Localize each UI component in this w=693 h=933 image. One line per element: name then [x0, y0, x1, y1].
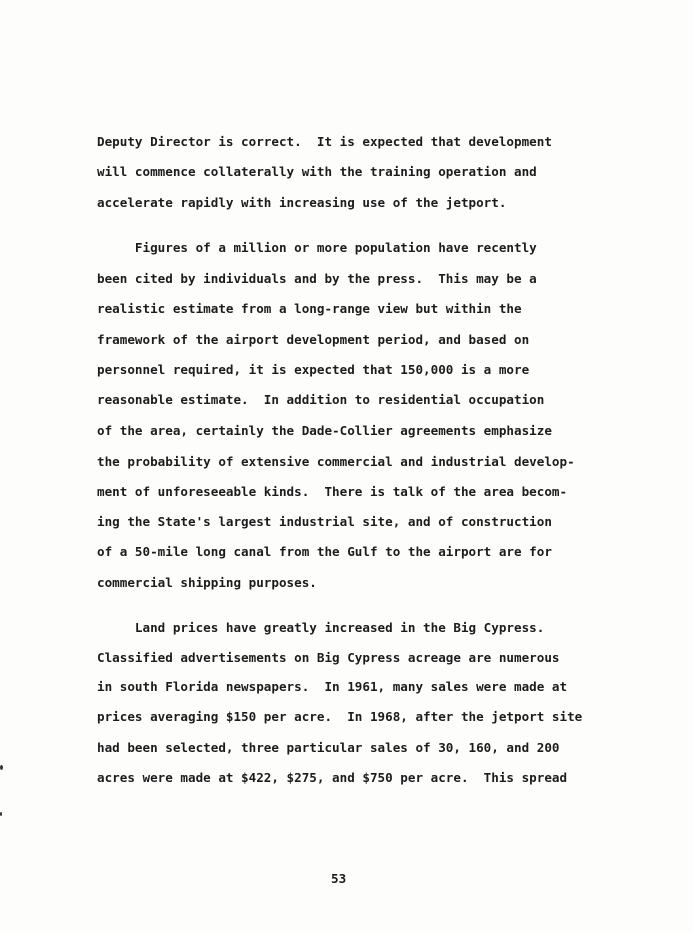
text-line: had been selected, three particular sales of 30, 160, and 200 [97, 740, 560, 755]
text-line: been cited by individuals and by the press. This may be a [97, 271, 537, 286]
text-line: will commence collaterally with the training operation and [97, 164, 537, 179]
text-line: in south Florida newspapers. In 1961, many sales were made at [97, 679, 568, 694]
text-line: realistic estimate from a long-range view but within the [97, 301, 522, 316]
text-line: commercial shipping purposes. [97, 575, 317, 590]
page-number: 53 [331, 871, 347, 886]
text-line: acres were made at $422, $275, and $750 per acre. This spread [97, 770, 568, 785]
text-line: of a 50-mile long canal from the Gulf to the airport are for [97, 544, 552, 559]
text-line: framework of the airport development period, and based on [97, 332, 530, 347]
text-line: ment of unforeseeable kinds. There is talk of the area becom- [97, 484, 568, 499]
scan-speck [0, 765, 3, 770]
scan-speck [0, 812, 2, 816]
text-line: Figures of a million or more population have recently [97, 240, 537, 255]
text-line: Land prices have greatly increased in the Big Cypress. [97, 620, 545, 635]
text-line: accelerate rapidly with increasing use of the jetport. [97, 195, 507, 210]
text-line: prices averaging $150 per acre. In 1968, after the jetport site [97, 709, 583, 724]
text-line: reasonable estimate. In addition to residential occupation [97, 392, 545, 407]
text-line: Deputy Director is correct. It is expected that development [97, 134, 552, 149]
text-line: the probability of extensive commercial and industrial develop- [97, 454, 575, 469]
text-line: personnel required, it is expected that 150,000 is a more [97, 362, 530, 377]
text-line: ing the State's largest industrial site, and of construction [97, 514, 552, 529]
text-line: of the area, certainly the Dade-Collier agreements emphasize [97, 423, 552, 438]
text-line: Classified advertisements on Big Cypress acreage are numerous [97, 650, 560, 665]
